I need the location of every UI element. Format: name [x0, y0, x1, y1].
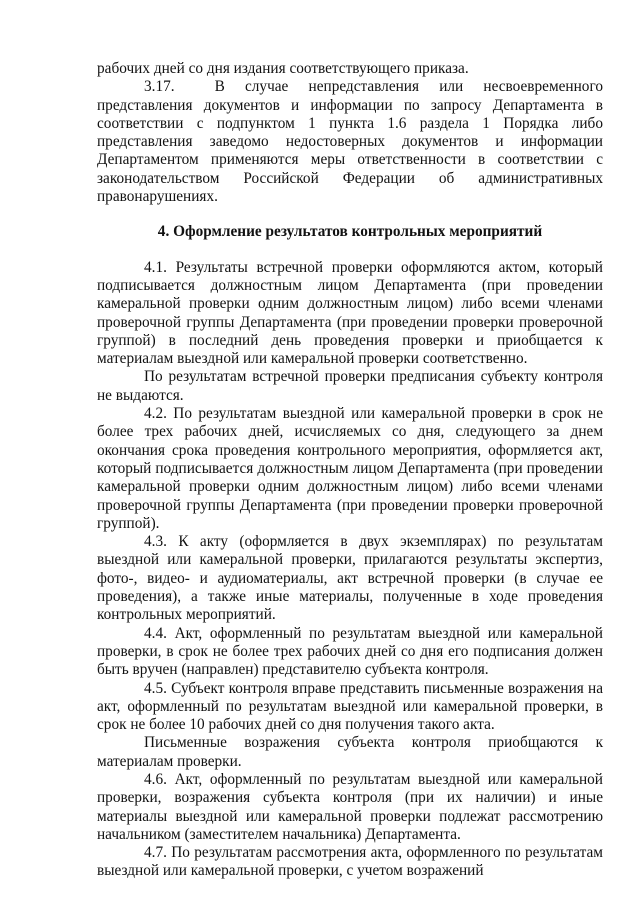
paragraph-4-5: 4.5. Субъект контроля вправе представить письменные возражения на акт, оформленный по результатам выездной или камеральной проверки, в срок не более 10 рабочих дней со дня получения такого акта.	[97, 679, 603, 734]
section-title: 4. Оформление результатов контрольных мероприятий	[157, 223, 543, 241]
paragraph-4-7: 4.7. По результатам рассмотрения акта, оформленного по результатам выездной или камеральной проверки, с учетом возражений	[97, 844, 603, 880]
paragraph-4-3: 4.3. К акту (оформляется в двух экземплярах) по результатам выездной или камеральной проверки, прилагаются результаты экспертиз, фото-, видео- и аудиоматериалы, акт встречной проверки (в случае ее проведения), а также иные материалы, полученные в ходе проведения контрольных мероприятий.	[97, 533, 603, 624]
paragraph-4-1: 4.1. Результаты встречной проверки оформляются актом, который подписывается должностным лицом Департамента (при проведении камеральной проверки одним должностным лицом) либо всеми членами проверочной группы Департамента (при проведении проверки проверочной группой) в последний день проведения проверки и приобщается к материалам выездной или камеральной проверки соответственно.	[97, 258, 603, 368]
paragraph-4-2: 4.2. По результатам выездной или камеральной проверки в срок не более трех рабочих дней, исчисляемых со дня, следующего за днем окончания срока проведения контрольного мероприятия, оформляется акт, который подписывается должностным лицом Департамента (при проведении камеральной проверки одним должностным лицом) либо всеми членами проверочной группы Департамента (при проведении проверки проверочной группой).	[97, 405, 603, 532]
document-page	[97, 60, 603, 881]
paragraph-4-5-note: Письменные возражения субъекта контроля приобщаются к материалам проверки.	[97, 734, 603, 770]
lead-fragment: рабочих дней со дня издания соответствующего приказа.	[97, 60, 469, 77]
paragraph-3-17-text: В случае непредставления или несвоевременного представления документов и информации по запросу Департамента в соответствии с подпунктом 1 пункта 1.6 раздела 1 Порядка либо представления заведомо недостоверных документов и информации Департаментом применяются меры ответственности в соответствии с законодательством Российской Федерации об административных правонарушениях.	[97, 78, 603, 206]
paragraph-4-6: 4.6. Акт, оформленный по результатам выездной или камеральной проверки, возражения субъекта контроля (при их наличии) и иные материалы выездной или камеральной проверки подлежат рассмотрению начальником (заместителем начальника) Департамента.	[97, 770, 603, 843]
paragraph-3-17-number: 3.17.	[144, 78, 175, 96]
paragraph-4-1-note: По результатам встречной проверки предписания субъекту контроля не выдаются.	[97, 368, 603, 404]
paragraph-4-4: 4.4. Акт, оформленный по результатам выездной или камеральной проверки, в срок не более трех рабочих дней со дня его подписания должен быть вручен (направлен) представителю субъекта контроля.	[97, 624, 603, 679]
paragraph-3-17	[97, 78, 603, 206]
